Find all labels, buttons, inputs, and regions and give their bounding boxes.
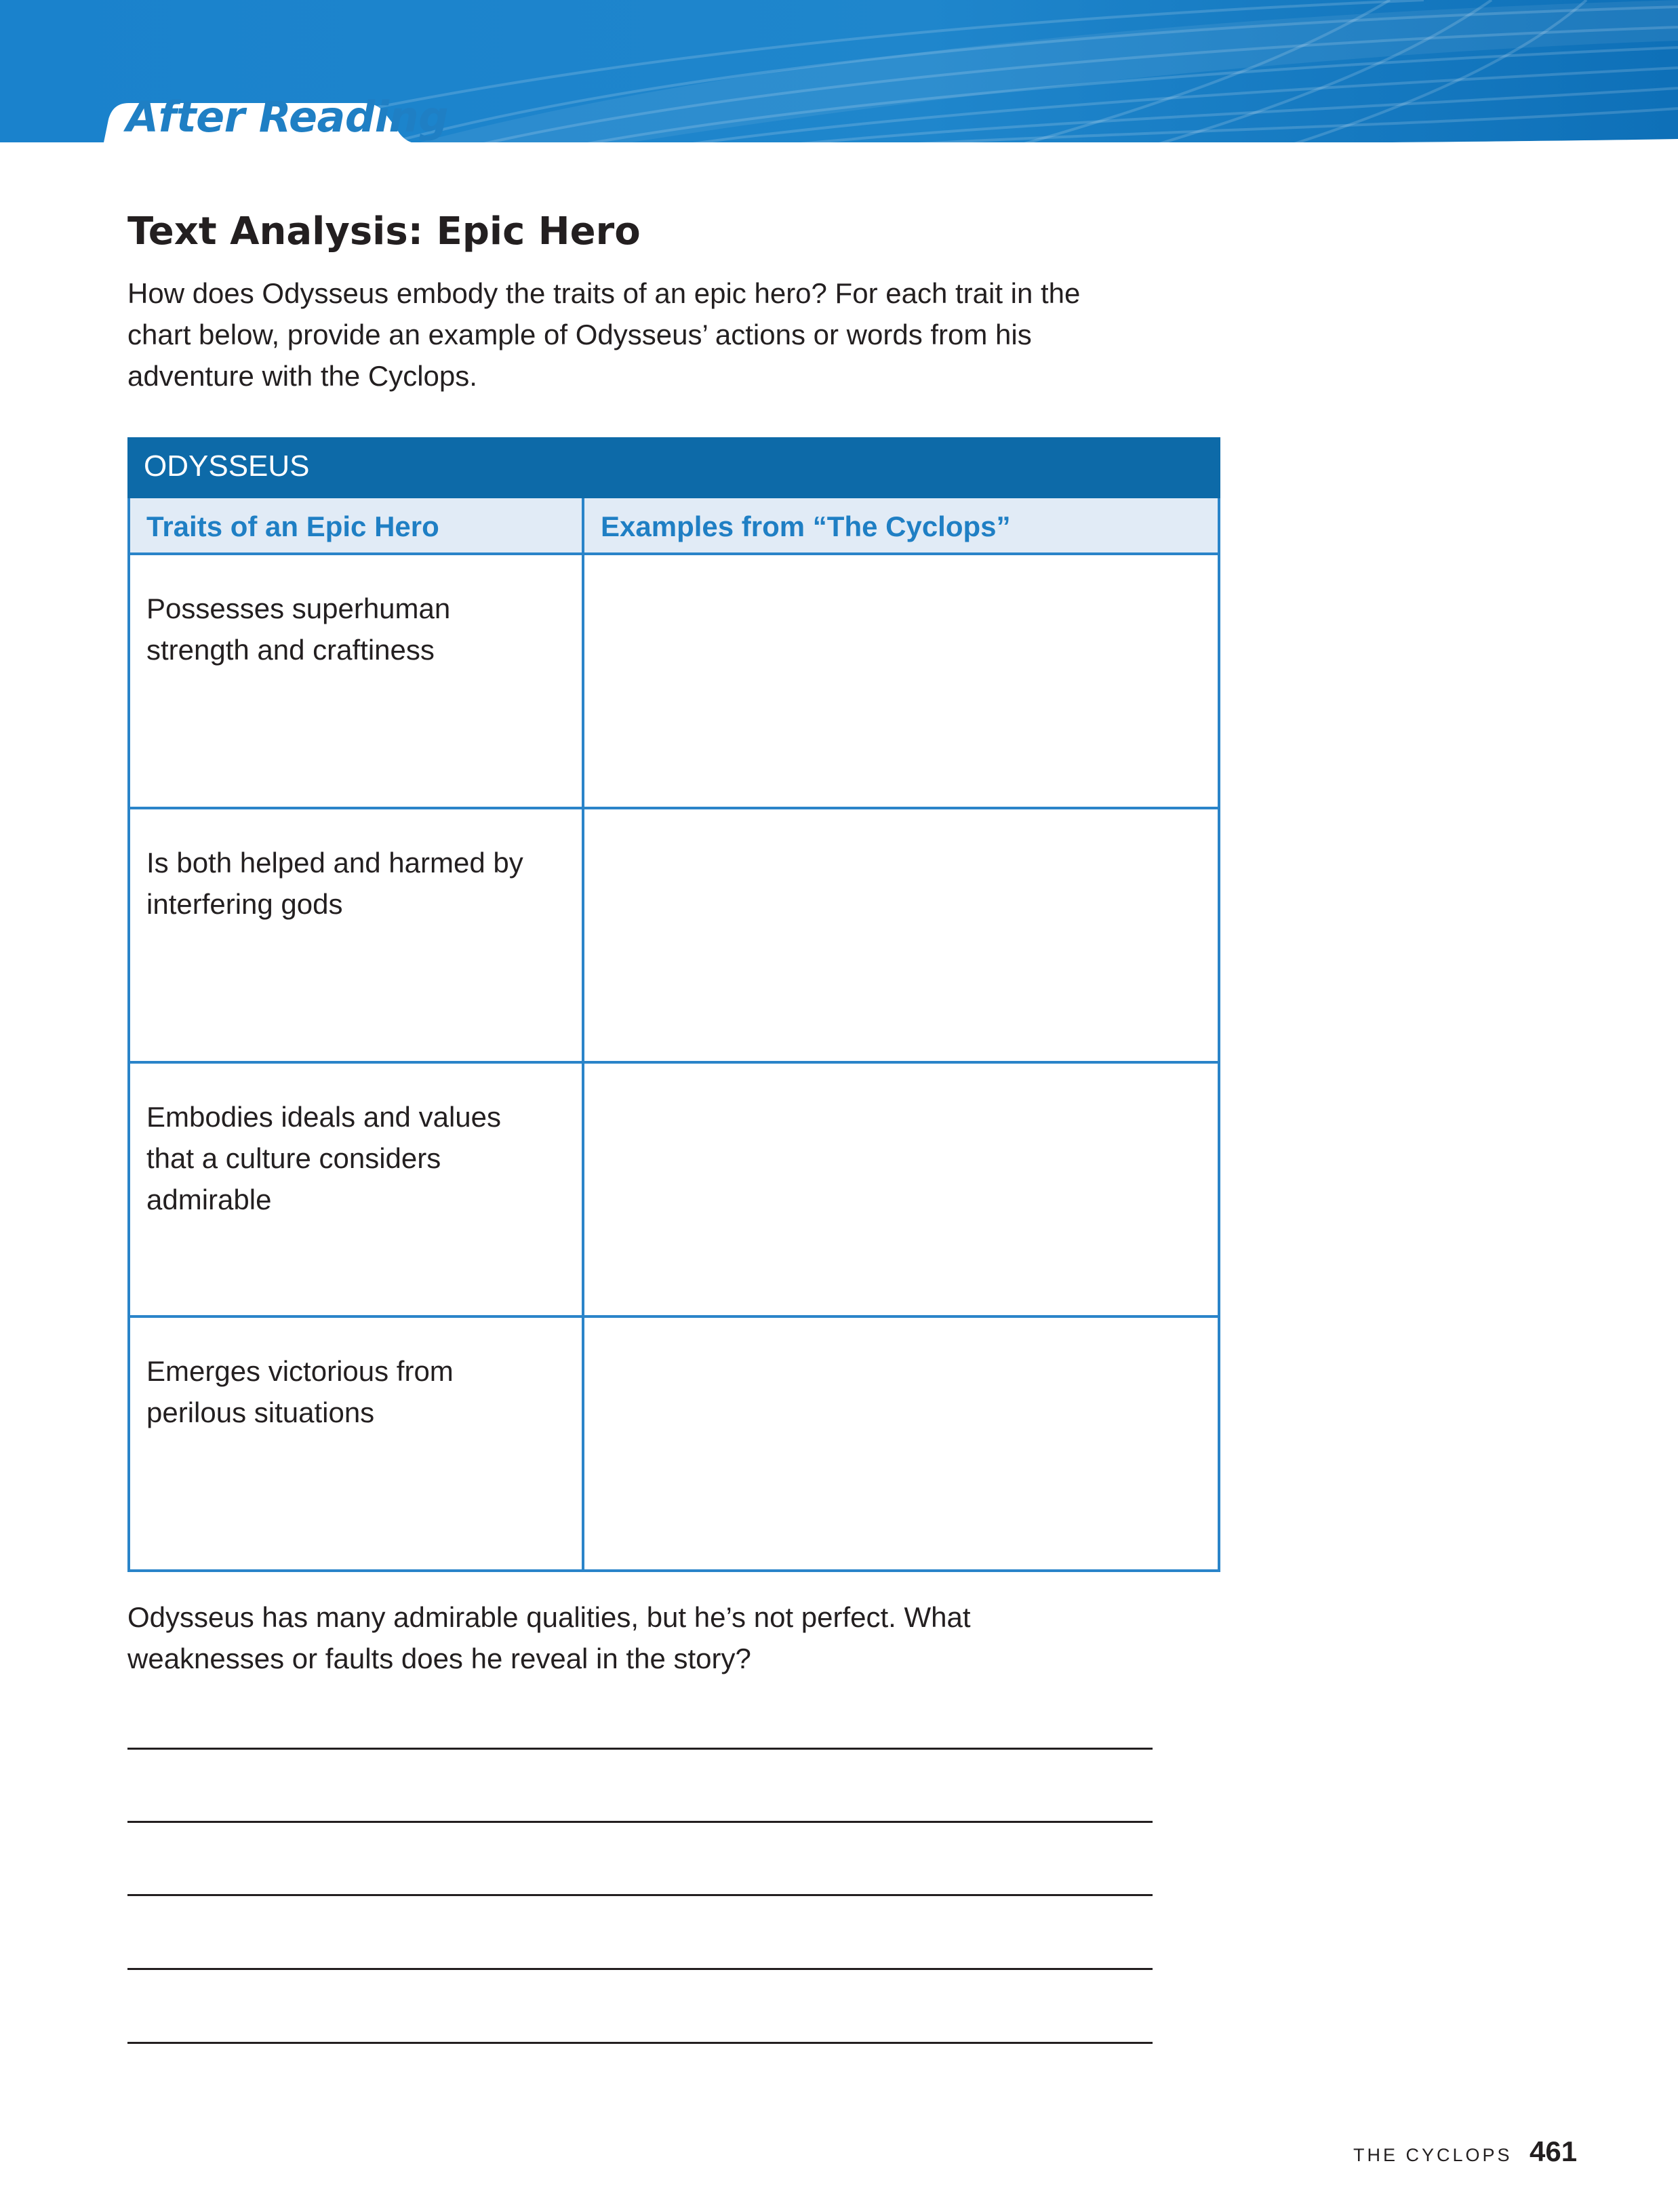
example-answer-cell[interactable]: [583, 554, 1219, 808]
table-row: [129, 1316, 1219, 1571]
trait-line: admirable: [146, 1184, 272, 1215]
trait-line: perilous situations: [146, 1396, 375, 1428]
table-row: [129, 808, 1219, 1062]
trait-line: strength and craftiness: [146, 634, 435, 666]
trait-line: Embodies ideals and values: [146, 1101, 501, 1133]
example-answer-cell[interactable]: [583, 1316, 1219, 1571]
trait-line: that a culture considers: [146, 1142, 441, 1174]
intro-line: How does Odysseus embody the traits of an epic hero? For each trait in the: [127, 277, 1081, 309]
table-row: [129, 1062, 1219, 1316]
example-answer-cell[interactable]: [583, 808, 1219, 1062]
epic-hero-chart: [127, 437, 1220, 1572]
footer-section-name: THE CYCLOPS: [1353, 2145, 1513, 2165]
trait-line: interfering gods: [146, 888, 343, 920]
trait-line: Is both helped and harmed by: [146, 847, 523, 879]
page-title: Text Analysis: Epic Hero: [127, 209, 641, 254]
trait-line: Emerges victorious from: [146, 1355, 454, 1387]
chart-title-row: [129, 439, 1219, 497]
trait-cell: [129, 1316, 583, 1571]
page-number: 461: [1530, 2135, 1578, 2167]
question-line: Odysseus has many admirable qualities, but he’s not perfect. What: [127, 1601, 971, 1633]
column-header-traits: Traits of an Epic Hero: [129, 497, 583, 554]
trait-cell: [129, 554, 583, 808]
column-header-examples: Examples from “The Cyclops”: [583, 497, 1219, 554]
answer-line[interactable]: [127, 1748, 1153, 1750]
example-answer-cell[interactable]: [583, 1062, 1219, 1316]
table-row: [129, 554, 1219, 808]
chart-title: ODYSSEUS: [129, 439, 1219, 497]
trait-line: Possesses superhuman: [146, 592, 451, 624]
answer-line[interactable]: [127, 1821, 1153, 1823]
question-line: weaknesses or faults does he reveal in the story?: [127, 1643, 751, 1674]
chart-header-row: [129, 497, 1219, 554]
intro-line: chart below, provide an example of Odysseus’ actions or words from his: [127, 319, 1032, 350]
intro-paragraph: [127, 273, 1185, 397]
intro-line: adventure with the Cyclops.: [127, 360, 477, 392]
trait-cell: [129, 1062, 583, 1316]
weakness-question: [127, 1596, 1144, 1679]
answer-line[interactable]: [127, 1894, 1153, 1896]
after-reading-tab: After Reading: [126, 92, 448, 142]
answer-line[interactable]: [127, 2042, 1153, 2044]
trait-cell: [129, 808, 583, 1062]
header-banner: [0, 0, 1678, 146]
answer-line[interactable]: [127, 1968, 1153, 1970]
